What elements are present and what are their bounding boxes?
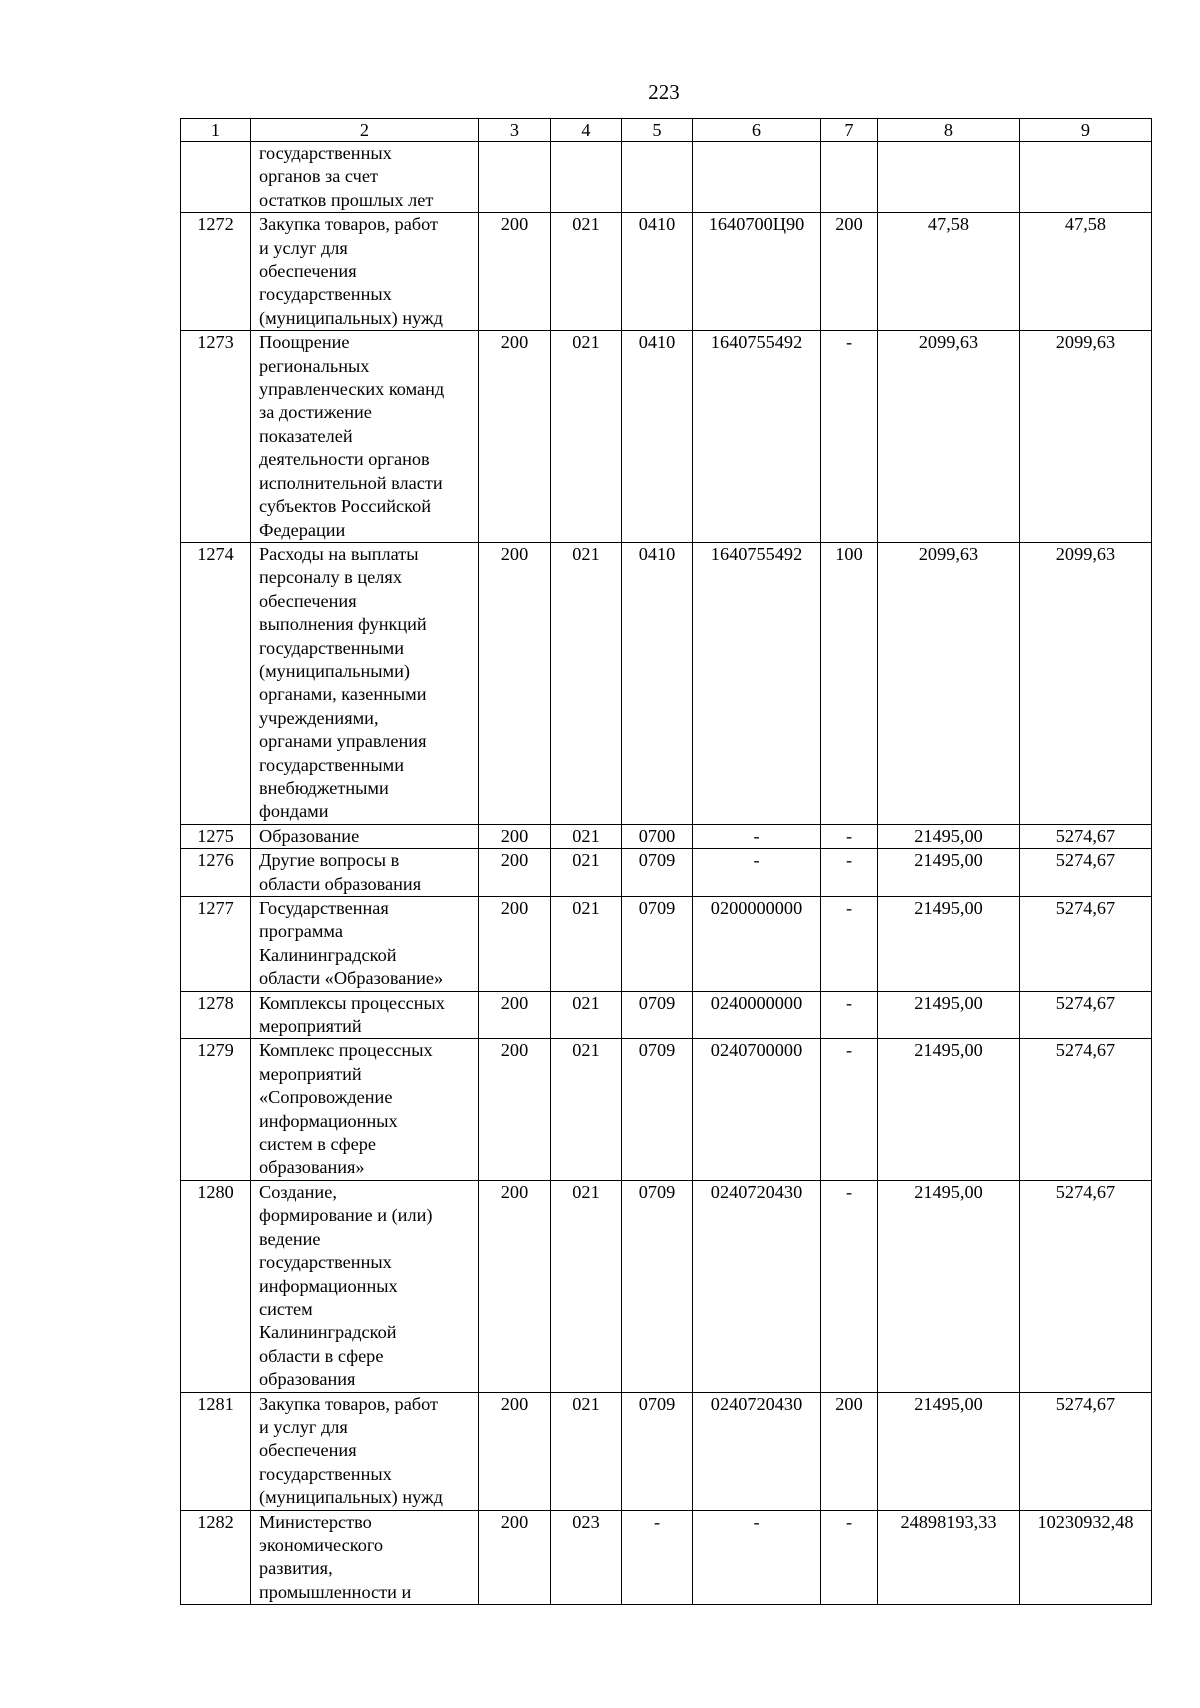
row-number-cell: 1278 bbox=[181, 991, 251, 1039]
table-row bbox=[181, 991, 1152, 1039]
ministry-code-cell: 200 bbox=[479, 542, 551, 824]
amount-col8-cell: 24898193,33 bbox=[878, 1510, 1020, 1605]
expense-type-cell: - bbox=[821, 1180, 878, 1392]
ministry-code-cell: 200 bbox=[479, 1039, 551, 1180]
header-cell-7: 7 bbox=[821, 119, 878, 142]
table-row bbox=[181, 1510, 1152, 1605]
target-article-cell: 0200000000 bbox=[693, 897, 821, 992]
expense-name-cell: Государственная программа Калининградской области «Образование» bbox=[251, 897, 479, 992]
department-code-cell: 021 bbox=[551, 824, 622, 848]
table-row bbox=[181, 824, 1152, 848]
row-number-cell bbox=[181, 142, 251, 213]
ministry-code-cell: 200 bbox=[479, 1392, 551, 1510]
header-cell-6: 6 bbox=[693, 119, 821, 142]
row-number-cell: 1273 bbox=[181, 331, 251, 543]
amount-col9-cell: 5274,67 bbox=[1020, 991, 1152, 1039]
expense-name-cell: Закупка товаров, работ и услуг для обеспечения государственных (муниципальных) нужд bbox=[251, 1392, 479, 1510]
expense-name-cell: Министерство экономического развития, промышленности и bbox=[251, 1510, 479, 1605]
section-code-cell: - bbox=[622, 1510, 693, 1605]
department-code-cell bbox=[551, 142, 622, 213]
ministry-code-cell bbox=[479, 142, 551, 213]
expense-type-cell: - bbox=[821, 1510, 878, 1605]
table-row bbox=[181, 213, 1152, 331]
target-article-cell: - bbox=[693, 824, 821, 848]
table-row bbox=[181, 331, 1152, 543]
amount-col8-cell bbox=[878, 142, 1020, 213]
amount-col9-cell: 2099,63 bbox=[1020, 331, 1152, 543]
target-article-cell: 0240000000 bbox=[693, 991, 821, 1039]
header-cell-8: 8 bbox=[878, 119, 1020, 142]
amount-col9-cell: 5274,67 bbox=[1020, 897, 1152, 992]
amount-col8-cell: 21495,00 bbox=[878, 1180, 1020, 1392]
section-code-cell: 0709 bbox=[622, 849, 693, 897]
section-code-cell: 0410 bbox=[622, 542, 693, 824]
table-row bbox=[181, 542, 1152, 824]
page-number: 223 bbox=[648, 80, 680, 104]
ministry-code-cell: 200 bbox=[479, 1510, 551, 1605]
target-article-cell: - bbox=[693, 1510, 821, 1605]
amount-col8-cell: 21495,00 bbox=[878, 849, 1020, 897]
target-article-cell: 1640755492 bbox=[693, 542, 821, 824]
expense-name-cell: Создание, формирование и (или) ведение государственных информационных систем Калининградской области в сфере образования bbox=[251, 1180, 479, 1392]
expense-name-cell: Комплекс процессных мероприятий «Сопровождение информационных систем в сфере образования» bbox=[251, 1039, 479, 1180]
header-row bbox=[181, 119, 1152, 142]
row-number-cell: 1282 bbox=[181, 1510, 251, 1605]
target-article-cell: 0240720430 bbox=[693, 1392, 821, 1510]
department-code-cell: 021 bbox=[551, 1392, 622, 1510]
department-code-cell: 021 bbox=[551, 542, 622, 824]
target-article-cell: 0240700000 bbox=[693, 1039, 821, 1180]
expense-type-cell: - bbox=[821, 849, 878, 897]
expense-type-cell: - bbox=[821, 1039, 878, 1180]
target-article-cell bbox=[693, 142, 821, 213]
target-article-cell: 0240720430 bbox=[693, 1180, 821, 1392]
amount-col9-cell: 10230932,48 bbox=[1020, 1510, 1152, 1605]
header-cell-5: 5 bbox=[622, 119, 693, 142]
department-code-cell: 021 bbox=[551, 331, 622, 543]
department-code-cell: 021 bbox=[551, 1180, 622, 1392]
ministry-code-cell: 200 bbox=[479, 897, 551, 992]
expense-type-cell: - bbox=[821, 991, 878, 1039]
section-code-cell: 0410 bbox=[622, 213, 693, 331]
expense-name-cell: государственных органов за счет остатков прошлых лет bbox=[251, 142, 479, 213]
row-number-cell: 1272 bbox=[181, 213, 251, 331]
section-code-cell: 0700 bbox=[622, 824, 693, 848]
department-code-cell: 021 bbox=[551, 1039, 622, 1180]
table-body bbox=[181, 119, 1152, 1605]
department-code-cell: 023 bbox=[551, 1510, 622, 1605]
ministry-code-cell: 200 bbox=[479, 331, 551, 543]
amount-col9-cell bbox=[1020, 142, 1152, 213]
header-cell-4: 4 bbox=[551, 119, 622, 142]
expense-type-cell: - bbox=[821, 331, 878, 543]
amount-col8-cell: 2099,63 bbox=[878, 331, 1020, 543]
header-cell-2: 2 bbox=[251, 119, 479, 142]
expense-name-cell: Поощрение региональных управленческих команд за достижение показателей деятельности органов исполнительной власти субъектов Российской Федерации bbox=[251, 331, 479, 543]
row-number-cell: 1279 bbox=[181, 1039, 251, 1180]
section-code-cell: 0709 bbox=[622, 1392, 693, 1510]
ministry-code-cell: 200 bbox=[479, 849, 551, 897]
expense-type-cell: - bbox=[821, 897, 878, 992]
row-number-cell: 1280 bbox=[181, 1180, 251, 1392]
table-row bbox=[181, 1039, 1152, 1180]
amount-col9-cell: 5274,67 bbox=[1020, 1392, 1152, 1510]
row-number-cell: 1281 bbox=[181, 1392, 251, 1510]
expense-name-cell: Закупка товаров, работ и услуг для обеспечения государственных (муниципальных) нужд bbox=[251, 213, 479, 331]
expense-type-cell: 100 bbox=[821, 542, 878, 824]
amount-col9-cell: 47,58 bbox=[1020, 213, 1152, 331]
header-cell-9: 9 bbox=[1020, 119, 1152, 142]
expense-type-cell bbox=[821, 142, 878, 213]
expense-name-cell: Другие вопросы в области образования bbox=[251, 849, 479, 897]
amount-col9-cell: 5274,67 bbox=[1020, 849, 1152, 897]
department-code-cell: 021 bbox=[551, 897, 622, 992]
section-code-cell bbox=[622, 142, 693, 213]
amount-col9-cell: 5274,67 bbox=[1020, 1039, 1152, 1180]
ministry-code-cell: 200 bbox=[479, 1180, 551, 1392]
amount-col8-cell: 21495,00 bbox=[878, 824, 1020, 848]
row-number-cell: 1274 bbox=[181, 542, 251, 824]
section-code-cell: 0709 bbox=[622, 897, 693, 992]
amount-col8-cell: 47,58 bbox=[878, 213, 1020, 331]
row-number-cell: 1275 bbox=[181, 824, 251, 848]
table-row bbox=[181, 897, 1152, 992]
section-code-cell: 0709 bbox=[622, 1180, 693, 1392]
row-number-cell: 1276 bbox=[181, 849, 251, 897]
amount-col8-cell: 2099,63 bbox=[878, 542, 1020, 824]
header-cell-1: 1 bbox=[181, 119, 251, 142]
expense-type-cell: 200 bbox=[821, 1392, 878, 1510]
section-code-cell: 0410 bbox=[622, 331, 693, 543]
expense-type-cell: - bbox=[821, 824, 878, 848]
expense-name-cell: Образование bbox=[251, 824, 479, 848]
ministry-code-cell: 200 bbox=[479, 991, 551, 1039]
amount-col8-cell: 21495,00 bbox=[878, 991, 1020, 1039]
department-code-cell: 021 bbox=[551, 213, 622, 331]
department-code-cell: 021 bbox=[551, 991, 622, 1039]
table-row bbox=[181, 1180, 1152, 1392]
amount-col9-cell: 5274,67 bbox=[1020, 824, 1152, 848]
expense-name-cell: Комплексы процессных мероприятий bbox=[251, 991, 479, 1039]
expense-name-cell: Расходы на выплаты персоналу в целях обеспечения выполнения функций государственными (муниципальными) органами, казенными учреждениями, органами управления государственными внебюджетными фондами bbox=[251, 542, 479, 824]
ministry-code-cell: 200 bbox=[479, 824, 551, 848]
table-row bbox=[181, 849, 1152, 897]
budget-table bbox=[180, 118, 1152, 1605]
department-code-cell: 021 bbox=[551, 849, 622, 897]
amount-col8-cell: 21495,00 bbox=[878, 1039, 1020, 1180]
header-cell-3: 3 bbox=[479, 119, 551, 142]
ministry-code-cell: 200 bbox=[479, 213, 551, 331]
row-number-cell: 1277 bbox=[181, 897, 251, 992]
amount-col9-cell: 5274,67 bbox=[1020, 1180, 1152, 1392]
amount-col9-cell: 2099,63 bbox=[1020, 542, 1152, 824]
target-article-cell: 1640755492 bbox=[693, 331, 821, 543]
amount-col8-cell: 21495,00 bbox=[878, 1392, 1020, 1510]
amount-col8-cell: 21495,00 bbox=[878, 897, 1020, 992]
target-article-cell: 1640700Ц90 bbox=[693, 213, 821, 331]
expense-type-cell: 200 bbox=[821, 213, 878, 331]
section-code-cell: 0709 bbox=[622, 1039, 693, 1180]
table-row bbox=[181, 142, 1152, 213]
table-row bbox=[181, 1392, 1152, 1510]
section-code-cell: 0709 bbox=[622, 991, 693, 1039]
target-article-cell: - bbox=[693, 849, 821, 897]
